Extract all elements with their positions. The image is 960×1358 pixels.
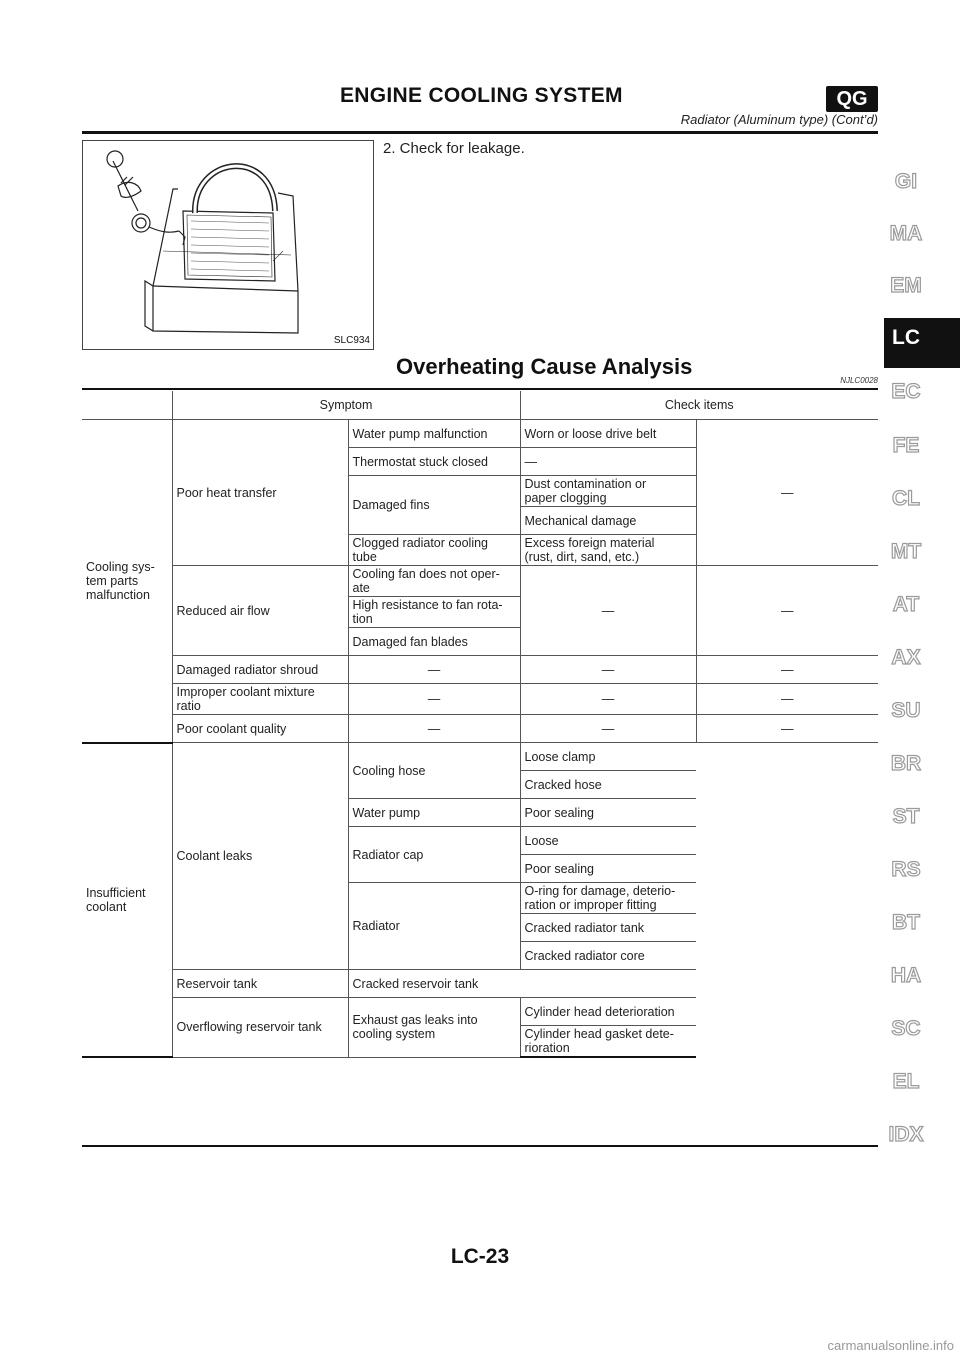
- tab-idx[interactable]: IDX: [888, 1123, 924, 1146]
- table-cell: —: [348, 656, 520, 684]
- header-divider: [82, 131, 878, 134]
- tab-sc[interactable]: SC: [891, 1017, 921, 1040]
- table-header-row: [82, 391, 878, 420]
- table-cell: —: [520, 715, 696, 743]
- table-row: [82, 715, 878, 743]
- table-cell: Cylinder head deterioration: [520, 998, 696, 1026]
- table-cell: —: [696, 566, 878, 656]
- tab-st[interactable]: ST: [892, 805, 920, 828]
- poor-heat-transfer: Poor heat transfer: [172, 420, 348, 566]
- table-cell: Damaged radiator shroud: [172, 656, 348, 684]
- watermark: carmanualsonline.info: [827, 1338, 954, 1353]
- table-cell: Cracked radiator core: [520, 942, 696, 970]
- cooling-system-group: Cooling sys- tem parts malfunction: [82, 420, 172, 743]
- table-row: [82, 420, 878, 448]
- page-header-title: ENGINE COOLING SYSTEM: [340, 84, 623, 107]
- table-cell: Water pump malfunction: [348, 420, 520, 448]
- engine-badge: QG: [826, 86, 878, 112]
- table-row: [82, 566, 878, 597]
- tab-em[interactable]: EM: [890, 274, 922, 297]
- table-cell: —: [520, 684, 696, 715]
- figure-label: SLC934: [333, 335, 370, 346]
- table-cell: —: [520, 566, 696, 656]
- table-cell: —: [520, 448, 696, 476]
- leak-test-figure: [82, 140, 374, 350]
- table-cell: —: [696, 656, 878, 684]
- check-items-header: Check items: [520, 391, 878, 420]
- table-cell: —: [520, 656, 696, 684]
- tab-cl[interactable]: CL: [892, 487, 920, 510]
- page-number: LC-23: [450, 1245, 510, 1268]
- table-cell: Worn or loose drive belt: [520, 420, 696, 448]
- table-row: [82, 970, 878, 998]
- table-cell: Improper coolant mixture ratio: [172, 684, 348, 715]
- tab-ma[interactable]: MA: [889, 222, 923, 245]
- section-title: Overheating Cause Analysis: [396, 354, 693, 379]
- coolant-leaks: Coolant leaks: [172, 743, 348, 970]
- table-cell: Cooling hose: [348, 743, 520, 799]
- reduced-air-flow: Reduced air flow: [172, 566, 348, 656]
- table-cell: Dust contamination or paper clogging: [520, 476, 696, 507]
- table-cell: [82, 391, 172, 420]
- insufficient-coolant: Insufficient coolant: [82, 743, 172, 1058]
- table-cell: Excess foreign material (rust, dirt, sand, etc.): [520, 535, 696, 566]
- tab-rs[interactable]: RS: [891, 858, 921, 881]
- table-cell: Mechanical damage: [520, 507, 696, 535]
- tab-su[interactable]: SU: [891, 699, 921, 722]
- table-cell: Poor sealing: [520, 855, 696, 883]
- table-row: [82, 743, 878, 771]
- table-cell: O-ring for damage, deterio- ration or improper fitting: [520, 883, 696, 914]
- page-header-subtitle: Radiator (Aluminum type) (Cont’d): [680, 112, 878, 127]
- table-cell: —: [348, 684, 520, 715]
- table-cell: Thermostat stuck closed: [348, 448, 520, 476]
- table-cell: Damaged fins: [348, 476, 520, 535]
- tab-lc[interactable]: LC: [892, 326, 920, 349]
- table-cell: Cooling fan does not oper- ate: [348, 566, 520, 597]
- radiator-pressure-test-illustration: [83, 141, 373, 349]
- table-cell: Reservoir tank: [172, 970, 348, 998]
- table-cell: Radiator: [348, 883, 520, 970]
- overflowing-reservoir: Overflowing reservoir tank: [172, 998, 348, 1058]
- table-row: [82, 656, 878, 684]
- table-cell: Loose clamp: [520, 743, 696, 771]
- table-cell: Exhaust gas leaks into cooling system: [348, 998, 520, 1058]
- table-cell: —: [696, 420, 878, 566]
- tab-el[interactable]: EL: [892, 1070, 920, 1093]
- section-code: NJLC0028: [840, 376, 878, 385]
- section-divider: [82, 388, 878, 390]
- table-cell: Cylinder head gasket dete- rioration: [520, 1026, 696, 1058]
- tab-ec[interactable]: EC: [891, 380, 921, 403]
- table-cell: —: [696, 684, 878, 715]
- table-cell: Cracked hose: [520, 771, 696, 799]
- tab-ha[interactable]: HA: [890, 964, 922, 987]
- table-cell: Damaged fan blades: [348, 628, 520, 656]
- table-cell: Poor coolant quality: [172, 715, 348, 743]
- table-cell: Poor sealing: [520, 799, 696, 827]
- table-cell: Cracked reservoir tank: [348, 970, 520, 998]
- table-cell: —: [348, 715, 520, 743]
- tab-gi[interactable]: GI: [894, 170, 918, 193]
- symptom-header: Symptom: [172, 391, 520, 420]
- tab-ax[interactable]: AX: [891, 646, 921, 669]
- table-cell: Radiator cap: [348, 827, 520, 883]
- tab-br[interactable]: BR: [890, 752, 922, 775]
- tab-fe[interactable]: FE: [892, 434, 920, 457]
- tab-bt[interactable]: BT: [892, 911, 920, 934]
- table-cell: Loose: [520, 827, 696, 855]
- tab-mt[interactable]: MT: [890, 540, 922, 563]
- table-cell: —: [696, 715, 878, 743]
- overheating-cause-table: [82, 391, 878, 1058]
- step-check-leakage: 2. Check for leakage.: [383, 140, 525, 157]
- table-row: [82, 998, 878, 1026]
- table-row: [82, 684, 878, 715]
- table-cell: Water pump: [348, 799, 520, 827]
- table-cell: Cracked radiator tank: [520, 914, 696, 942]
- table-cell: Clogged radiator cooling tube: [348, 535, 520, 566]
- tab-at[interactable]: AT: [892, 593, 920, 616]
- table-bottom-rule: [82, 1145, 878, 1147]
- table-cell: High resistance to fan rota- tion: [348, 597, 520, 628]
